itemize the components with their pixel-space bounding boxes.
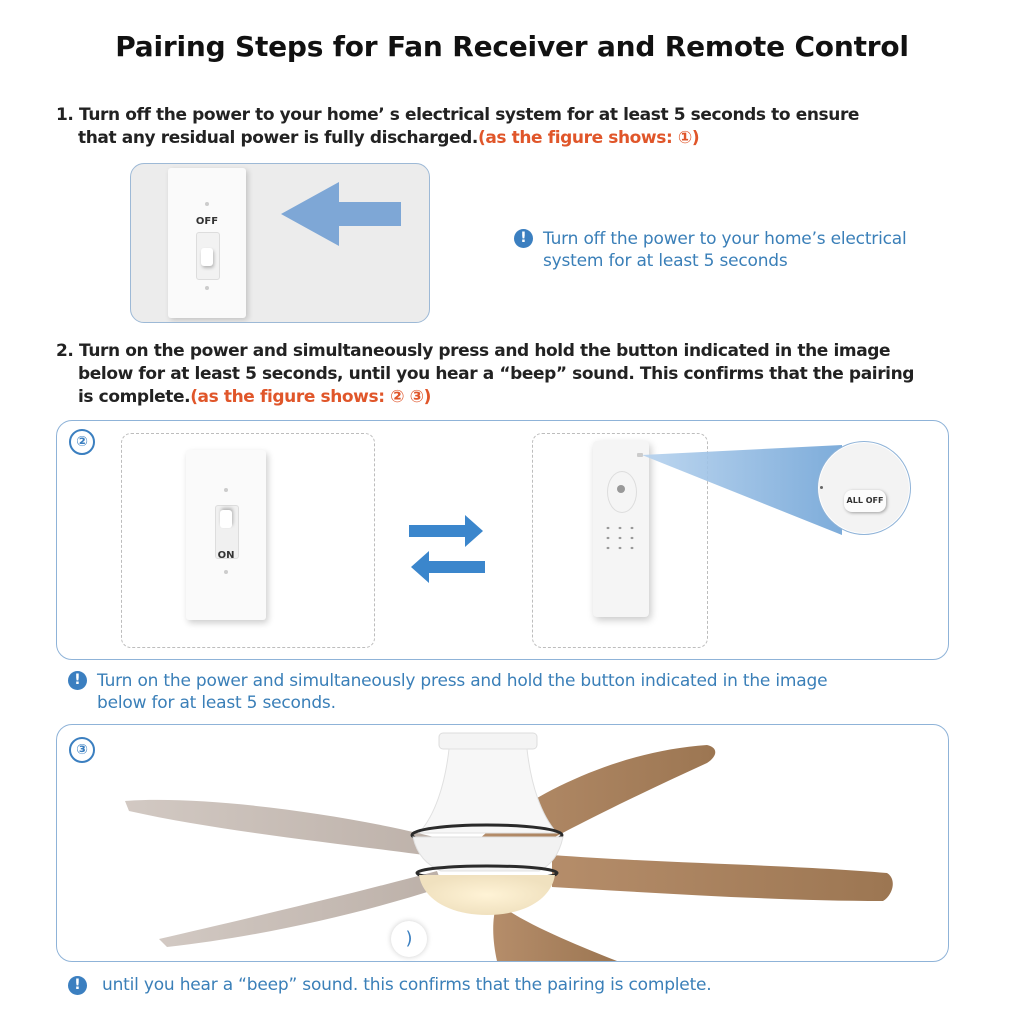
figure-2-badge: ② bbox=[69, 429, 95, 455]
step1-note bbox=[543, 228, 973, 272]
step2-line1: 2. Turn on the power and simultaneously press and hold the button indicated in the image bbox=[56, 341, 891, 361]
switch-on-frame bbox=[121, 433, 375, 648]
step2-instructions bbox=[56, 340, 1006, 409]
fan-light-kit bbox=[419, 875, 555, 915]
beep-sound-icon: ) bbox=[391, 921, 427, 957]
page-title: Pairing Steps for Fan Receiver and Remote Control bbox=[115, 30, 909, 63]
step2-note-line1: Turn on the power and simultaneously press and hold the button indicated in the image bbox=[97, 671, 828, 691]
remote-control bbox=[593, 441, 649, 617]
figure-2-panel bbox=[56, 420, 949, 660]
info-icon: ! bbox=[68, 976, 87, 995]
ceiling-fan-illustration bbox=[57, 725, 948, 961]
info-icon: ! bbox=[68, 671, 87, 690]
fan-canopy bbox=[439, 733, 537, 749]
step2-line2: below for at least 5 seconds, until you hear a “beep” sound. This confirms that the pairing bbox=[78, 364, 915, 384]
info-icon: ! bbox=[514, 229, 533, 248]
fan-motor-housing bbox=[419, 749, 557, 833]
arrow-left-icon bbox=[281, 182, 406, 252]
remote-keypad bbox=[602, 523, 640, 553]
step2-note bbox=[97, 670, 997, 714]
fan-blade-wood-2 bbox=[552, 855, 893, 901]
figure-3-panel bbox=[56, 724, 949, 962]
zoom-circle bbox=[817, 441, 911, 535]
figure-1-switch-off bbox=[130, 163, 430, 323]
toggle-lever-on bbox=[220, 510, 232, 528]
step2-figure-ref: (as the figure shows: ② ③) bbox=[190, 387, 431, 407]
switch-on-label: ON bbox=[217, 550, 235, 561]
figure-3-badge: ③ bbox=[69, 737, 95, 763]
wall-switch-plate-on bbox=[186, 450, 266, 620]
wall-switch-plate bbox=[168, 168, 246, 318]
step1-line1: 1. Turn off the power to your home’ s electrical system for at least 5 seconds to ensure bbox=[56, 105, 860, 125]
step1-line2: that any residual power is fully discharged. bbox=[78, 128, 478, 148]
step1-note-line1: Turn off the power to your home’s electrical bbox=[543, 229, 907, 249]
toggle-lever bbox=[201, 248, 213, 266]
step1-instructions bbox=[56, 104, 996, 150]
step2-note-line2: below for at least 5 seconds. bbox=[97, 693, 336, 713]
switch-off-label: OFF bbox=[195, 216, 219, 227]
remote-center-button bbox=[617, 485, 625, 493]
all-off-button: ALL OFF bbox=[844, 490, 886, 512]
step3-note: until you hear a “beep” sound. this confirms that the pairing is complete. bbox=[102, 975, 712, 995]
step1-figure-ref: (as the figure shows: ①) bbox=[477, 128, 700, 148]
swap-arrows-icon bbox=[409, 513, 489, 585]
step1-note-line2: system for at least 5 seconds bbox=[543, 251, 788, 271]
step2-line3: is complete. bbox=[78, 387, 191, 407]
fan-blade-grey-1 bbox=[125, 800, 457, 859]
